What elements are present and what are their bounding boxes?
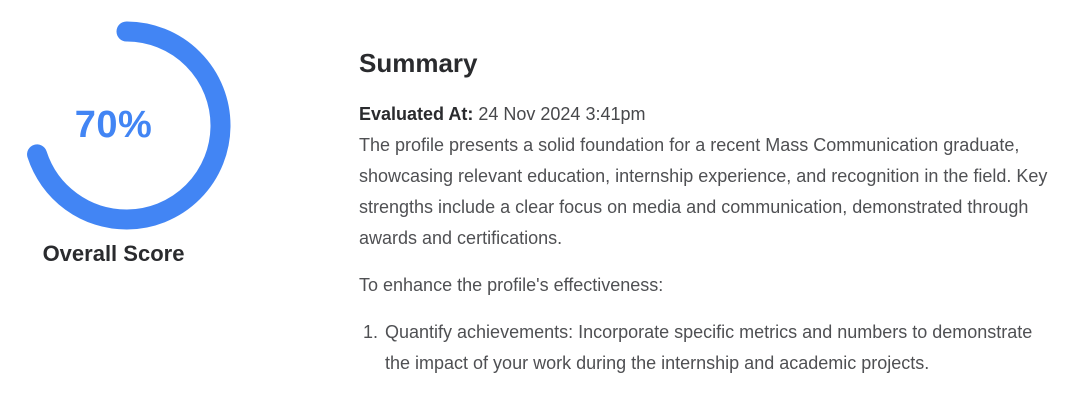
summary-title: Summary bbox=[359, 48, 478, 78]
recommendation-item: 1. Quantify achievements: Incorporate specific metrics and numbers to demonstrate the impact of your work during the internship and academic projects. bbox=[383, 317, 1056, 379]
gauge-percent: 70% bbox=[74, 104, 153, 146]
score-panel bbox=[0, 0, 340, 410]
gauge-label: Overall Score bbox=[42, 241, 185, 266]
evaluated-at-value: 24 Nov 2024 3:41pm bbox=[473, 104, 646, 124]
recommendations-list bbox=[359, 317, 1056, 379]
summary-paragraph: The profile presents a solid foundation for a recent Mass Communication graduate, showcasing relevant education, internship experience, and recognition in the field. Key strengths include a clear focus on media and communication, demonstrated through awards and certifications. bbox=[359, 135, 1048, 248]
enhancement-intro: To enhance the profile's effectiveness: bbox=[359, 275, 664, 295]
evaluated-at-label: Evaluated At: bbox=[359, 104, 474, 124]
evaluated-at-row bbox=[359, 99, 1056, 130]
summary-section bbox=[340, 0, 1066, 410]
